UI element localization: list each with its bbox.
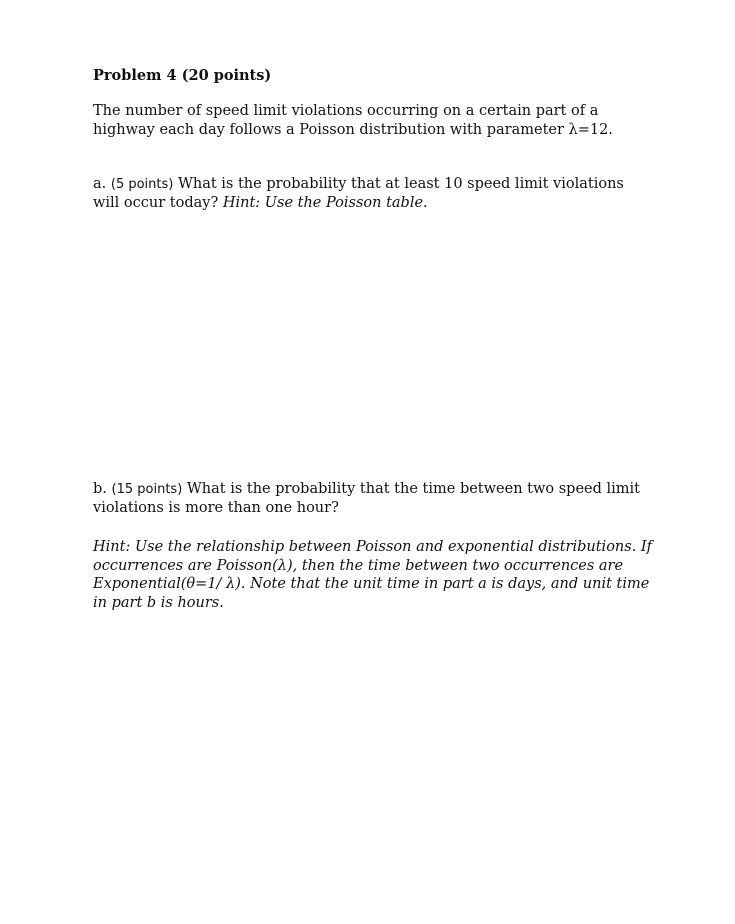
part-b-label: b. xyxy=(93,481,107,497)
part-a-points: (5 points) xyxy=(110,177,174,192)
problem-title: Problem 4 (20 points) xyxy=(93,67,272,84)
part-b-question xyxy=(93,480,653,518)
part-a-hint: Hint: Use the Poisson table. xyxy=(222,195,428,211)
document-page xyxy=(93,66,653,611)
problem-intro: The number of speed limit violations occurring on a certain part of a highway each day follows a Poisson distribution with parameter λ=12. xyxy=(93,103,613,138)
part-b-hint: Hint: Use the relationship between Poisson and exponential distributions. If occurrences are Poisson(λ), then the time between two occurrences are Exponential(θ=1/ λ). Note that the unit time in part a is days, and unit time in part b is hours. xyxy=(93,539,653,611)
part-a-text: What is the probability that at least 10 speed limit violations will occur today? xyxy=(93,176,624,211)
part-b-points: (15 points) xyxy=(111,482,183,497)
part-a-question xyxy=(93,175,653,213)
part-b-text: What is the probability that the time between two speed limit violations is more than one hour? xyxy=(93,481,640,516)
part-a-label: a. xyxy=(93,176,107,192)
